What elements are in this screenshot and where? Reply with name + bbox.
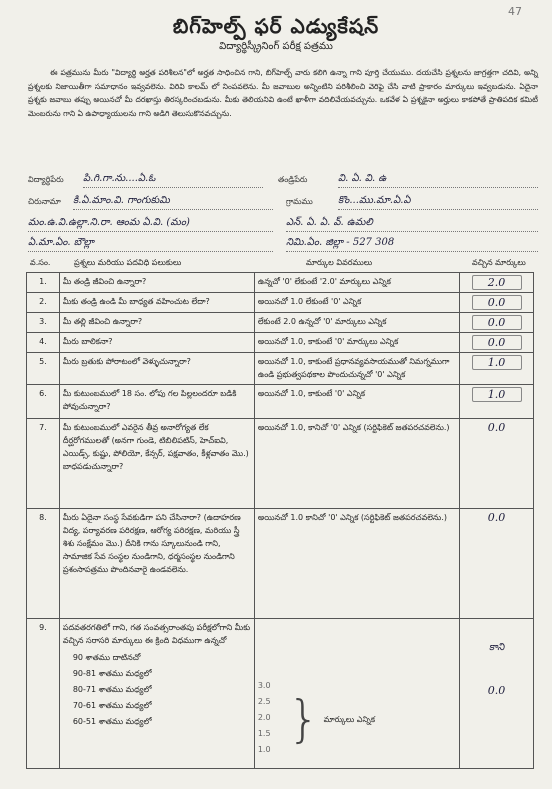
grade-score: 2.5 [257,697,271,706]
header-criteria: మార్కుల వివరములు [306,258,373,267]
page-number: 47 [508,5,522,18]
table-row [27,619,534,769]
name-row [28,172,538,192]
address-line-3 [28,216,538,236]
row-question: పదవతరగతిలో గాని, గత సంవత్సరాంతపు పరీక్షలోగాని మీకు వచ్చిన సరాసరి మార్కులు ఈ క్రింది విధముగా ఉన్నచో [62,623,251,645]
intro-paragraph: ఈ పత్రమును మీరు "విద్యార్థి అర్హత పరిశీలన"లో అర్హత సాధించిన గాని, బిగ్‌హెల్ప్ వారు కలిగి ఉన్నా గాని పూర్తి చేయుము. దయచేసి ప్రశ్నలను జాగ్రత్తగా చదివి, అన్ని ప్రశ్నలకు నిజాయితీగా సమాధానం ఇవ్వవలెను. విరివి కాలమ్ లో నింపవలెను. మీ జవాబుల అన్నింటిని పరిశీలించి వెరిఫై చేసి వాటి ప్రాకారం మార్కులు ఇవ్వబడును. ఏదైనా ప్రశ్నకు జవాబు తప్పు అయినచో మీ దరఖాస్తు తిరస్కరించబడును. మీకు తెలియనివి ఉంటే ఖాళీగా వదిలివేయవచ్చును. ఒకవేళ ఏ ప్రశ్నకైనా అర్హులు కాకపోతే ప్రాతిపదిక కమిటీ మెంబరును గాని ఏ ఉపాధ్యాయులను గాని అడిగి తెలుసుకొనవచ్చును. [28,68,538,118]
table-row [27,509,534,619]
grade-ranges [63,651,251,731]
row-no: 8. [27,509,60,619]
row-criteria: అయినచో 1.0 లేకుంటే '0' ఎన్నిక [254,293,459,313]
address-row [28,194,538,214]
table-row [27,353,534,385]
grade-range: 80-71 శాతము మధ్యలో [72,685,152,694]
row-mark[interactable]: 0.0 [487,511,506,524]
grade-score: 2.0 [257,713,271,722]
grade-score: 1.0 [257,745,271,754]
grade-range: 70-61 శాతము మధ్యలో [72,701,152,710]
row-mark[interactable]: 0.0 [472,295,522,310]
student-name-value[interactable]: పి.గి.గా.ను....ఏ.ఓ [83,172,263,188]
row-mark[interactable]: 2.0 [472,275,522,290]
row-mark[interactable]: 1.0 [472,355,522,370]
grade-score: 1.5 [257,729,271,738]
grade-criteria: మార్కులు ఎన్నిక [323,714,375,724]
address-label: చిరునామా [28,197,61,206]
row-no: 9. [27,619,60,769]
row-no: 7. [27,419,60,509]
row-question: మీరు బ్రతుకు పోరాటంలో వెళ్ళుచున్నారా? [59,353,254,385]
row-criteria: అయినచో 1.0 కానిచో '0' ఎన్నిక (సర్టిఫికెట్ జతపరచవలెను.) [254,509,459,619]
grade-scores-block [258,679,456,759]
row-criteria: లేకుంటే 2.0 ఉన్నచో '0' మార్కులు ఎన్నిక [254,313,459,333]
row-criteria: ఉన్నచో '0' లేకుంటే '2.0' మార్కులు ఎన్నిక [254,273,459,293]
grade-range: 60-51 శాతము మధ్యలో [72,717,152,726]
header-no: వ.సం. [30,258,51,267]
row-criteria: అయినచో 1.0, కాకుంటే '0' మార్కులు ఎన్నిక [254,333,459,353]
table-row [27,293,534,313]
father-name-value[interactable]: వి. ఏ. వి. ఉ [338,172,538,188]
village-value[interactable]: కొం...ము.మా.ఏ.ఏ [338,194,538,210]
row-no: 3. [27,313,60,333]
row-question: మీరు బాలికనా? [59,333,254,353]
row-no: 1. [27,273,60,293]
grade-range: 90 శాతము దాటినచో [72,653,141,662]
row-no: 5. [27,353,60,385]
address-line-3-right[interactable]: ఎన్. ఏ. ఏ. వ్. ఉమలి [286,216,538,232]
row-question: మీరు ఏదైనా సంస్థ సేవకుడిగా పని చేసినారా? (ఉదాహరణ విద్య, పర్యావరణ పరిరక్షణ, ఆరోగ్య పరిరక్షణ, మరియు స్త్రీ శిశు సంక్షేమం మొ.) దీనికి గాను స్కూలునుండి గాని, సామాజిక సేవ సంస్థల నుండిగాని, ధర్మసంస్థల నుండిగాని ప్రశంసాపత్రము పొందినవారై ఉండవలెను. [59,509,254,619]
address-value[interactable]: కి.ఏ.మాం.వి. గాంగుకుమి [73,194,273,210]
address-line-4-right[interactable]: నిమి.ఏం. జిల్లా - 527 308 [286,236,538,252]
questions-table [26,272,534,769]
student-name-label: విద్యార్థిపేరు [28,175,64,184]
address-line-3-left[interactable]: మం.ఉ.వి.ఉల్లా.ని.రా. ఆంమ ఏ.వి. (మం) [28,216,273,232]
brace-symbol: } [287,690,320,748]
table-row [27,385,534,419]
address-line-4-left[interactable]: ఏ.మా.ఏం. బౌల్లా [28,236,273,252]
form-title: బిగ్‌హెల్ప్ ఫర్ ఎడ్యుకేషన్ [172,14,380,38]
address-line-4 [28,236,538,256]
row-mark[interactable]: 0.0 [487,684,506,697]
row-question: మీ తండ్రి జీవించి ఉన్నారా? [59,273,254,293]
row-criteria: అయినచో 1.0, కాకుంటే ప్రధానవ్యవసాయముతో నిమగ్నముగా ఉండి ప్రభుత్వపథకాల పొందుచున్నచో '0' ఎన్నిక [254,353,459,385]
table-row [27,313,534,333]
row-mark[interactable]: 1.0 [472,387,522,402]
grade-range: 90-81 శాతము మధ్యలో [72,669,152,678]
row-criteria: అయినచో 1.0, కాకుంటే '0' ఎన్నిక [254,385,459,419]
header-question: ప్రశ్నలు మరియు పదవిధి పలుకులు [74,258,182,267]
grade-score: 3.0 [257,681,271,690]
village-label: గ్రామము [286,197,313,206]
table-row [27,333,534,353]
table-row [27,273,534,293]
header-marks: వచ్చిన మార్కులు [472,258,526,267]
row-criteria: అయినచో 1.0, కానిచో '0' ఎన్నిక (సర్టిఫికెట్ జతపరచవలెను.) [254,419,459,509]
row-mark[interactable]: 0.0 [487,421,506,434]
row-no: 4. [27,333,60,353]
row-mark[interactable]: 0.0 [472,315,522,330]
row-question: మీ కుటుంబములో ఎవరైన తీవ్ర అనారోగ్యత లేక దీర్ఘరోగములతో (అనగా గుండె, టిబిలిపటిస్, హెచ్‌ఐవి, ఎయిడ్స్, కుష్టు, పోలియో, కేన్సర్, పక్షవాతం, కీళ్లవాతం మొ.) బాధపడుచున్నారా? [59,419,254,509]
row-question: మీకు తండ్రి ఉండి మీ బాధ్యత వహించుట లేదా? [59,293,254,313]
row-mark[interactable]: 0.0 [472,335,522,350]
table-row [27,419,534,509]
form-subtitle: విద్యార్థి‌స్క్రీనింగ్ పరీక్ష పత్రము [219,41,333,52]
row-no: 6. [27,385,60,419]
row-mark-note: కాని [488,642,505,653]
row-no: 2. [27,293,60,313]
row-question: మీ కుటుంబములో 18 సం. లోపు గల పిల్లలందరూ బడికి పోవుచున్నారా? [59,385,254,419]
row-question: మీ తల్లి జీవించి ఉన్నారా? [59,313,254,333]
father-name-label: తండ్రిపేరు [278,175,308,184]
